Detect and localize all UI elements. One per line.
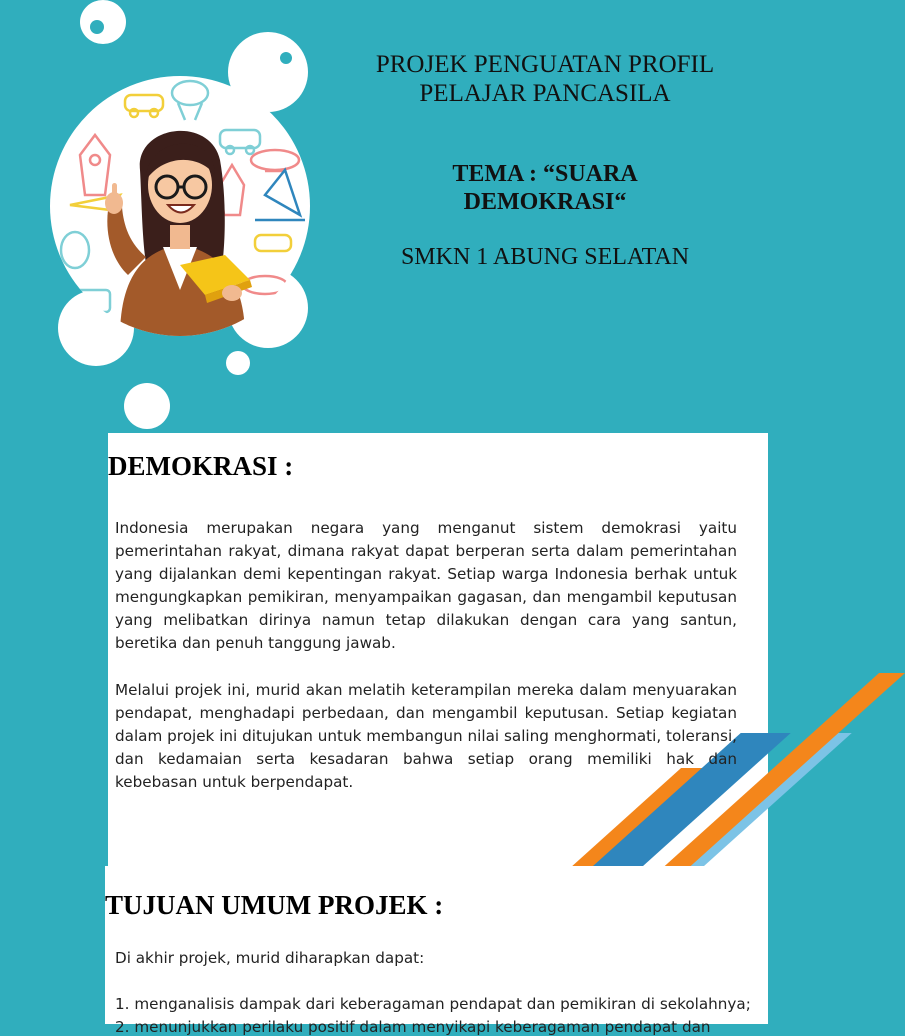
cover-title-line1: PROJEK PENGUATAN PROFIL <box>375 51 715 78</box>
cover-title <box>340 50 750 108</box>
cover-theme-line1: TEMA : “SUARA <box>452 161 638 187</box>
cover-theme-line2: DEMOKRASI“ <box>463 189 627 215</box>
bubble-top-dot <box>90 20 104 34</box>
goals-item-1: 1. menganalisis dampak dari keberagaman pendapat dan pemikiran di sekolahnya; <box>115 995 751 1013</box>
goals-intro: Di akhir projek, murid diharapkan dapat: <box>115 949 425 967</box>
teacher-illustration <box>50 75 310 337</box>
cover-school: SMKN 1 ABUNG SELATAN <box>400 244 690 270</box>
bubble-small <box>226 351 250 375</box>
cover-theme <box>380 160 710 216</box>
bubble-bottom <box>124 383 170 429</box>
democracy-panel <box>108 433 768 866</box>
democracy-heading: DEMOKRASI : <box>108 451 294 481</box>
goals-item-2: 2. menunjukkan perilaku positif dalam menyikapi keberagaman pendapat dan <box>115 1018 711 1036</box>
goals-heading: TUJUAN UMUM PROJEK : <box>105 890 444 920</box>
goals-panel <box>105 866 768 1036</box>
bubble-large-right-dot <box>280 52 292 64</box>
bubble-top <box>80 0 126 44</box>
democracy-paragraph-1: Indonesia merupakan negara yang menganut sistem demokrasi yaitu pemerintahan rakyat, dimana rakyat dapat berperan serta dalam pemerintahan yang dijalankan demi kepentingan rakyat. Setiap warga Indonesia berhak untuk mengungkapkan pemikiran, menyampaikan gagasan, dan mengambil keputusan yang melibatkan dirinya namun tetap dilakukan dengan cara yang santun, beretika dan penuh tanggung jawab. <box>115 519 737 652</box>
cover-title-line2: PELAJAR PANCASILA <box>419 80 671 107</box>
democracy-paragraph-2: Melalui projek ini, murid akan melatih keterampilan mereka dalam menyuarakan pendapat, menghadapi perbedaan, dan mengambil keputusan. Setiap kegiatan dalam projek ini ditujukan untuk membangun nilai saling menghormati, toleransi, dan kedamaian serta kesadaran bahwa setiap orang memiliki hak dan kebebasan untuk berpendapat. <box>115 681 737 791</box>
